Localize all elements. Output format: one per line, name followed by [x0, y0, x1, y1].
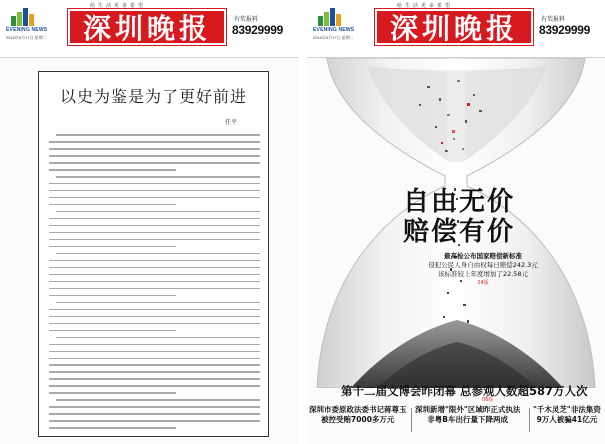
headline-summary: [423, 252, 543, 286]
hotline-label: 有奖报料: [234, 16, 259, 23]
summary-line: 侵犯公民人身自由权每日赔偿242.3元: [428, 261, 538, 269]
masthead-title-text: 深圳晚报: [82, 12, 211, 45]
news-brief-line: 非粤B车出行量下降两成: [427, 415, 509, 424]
news-brief: [415, 405, 520, 425]
page-reference: 06版: [482, 397, 494, 403]
newspaper-logo-icon: [11, 6, 39, 26]
news-brief-line: 深圳新增"限外"区域昨正式执法: [415, 405, 521, 414]
main-headline-line1: 自由无价: [403, 187, 516, 217]
editorial-article: [38, 71, 269, 437]
article-title: 以史为鉴是为了更好前进: [59, 87, 247, 106]
slogan: 给生活更多希望: [397, 3, 454, 9]
masthead-title: [375, 9, 533, 45]
divider: [411, 408, 412, 432]
news-brief-line: 9万人被骗41亿元: [536, 415, 598, 424]
hotline-label: 有奖报料: [541, 16, 566, 23]
news-brief-line: 深圳市委原政法委书记蒋尊玉: [309, 405, 407, 414]
left-newspaper-page: [0, 0, 298, 444]
main-headline-line2: 赔偿有价: [403, 217, 516, 247]
masthead-title: [68, 9, 226, 45]
article-author: 任平: [225, 119, 238, 126]
slogan: 给生活更多希望: [90, 3, 147, 9]
news-brief-line: "千木灵芝"非法集资: [533, 405, 601, 414]
news-brief: [309, 405, 407, 425]
article-body-text: [49, 134, 260, 434]
newspaper-logo-icon: [318, 6, 346, 26]
expo-headline: 第十二届文博会昨闭幕 总参观人数超587万人次: [341, 384, 588, 398]
divider: [529, 408, 530, 432]
masthead: [0, 0, 298, 58]
hotline-number: 83929999: [232, 23, 283, 37]
summary-line: 最高检公布国家赔偿新标准: [444, 252, 522, 260]
news-brief-line: 被控受贿7000多万元: [321, 415, 395, 424]
hotline-number: 83929999: [539, 23, 590, 37]
issue-date: 2016年5月17日 星期二: [313, 35, 354, 40]
right-newspaper-page: [307, 0, 605, 444]
summary-line: 该标准较上年度增加了22.58元: [437, 270, 529, 278]
masthead: [307, 0, 605, 58]
main-headline: [403, 187, 515, 247]
masthead-title-text: 深圳晚报: [389, 12, 518, 45]
edition-english-name: EVENING NEWS: [6, 27, 48, 33]
edition-english-name: EVENING NEWS: [313, 27, 355, 33]
news-brief: [533, 405, 601, 425]
issue-date: 2016年5月17日 星期二: [6, 35, 47, 40]
page-reference: 24版: [477, 280, 489, 286]
